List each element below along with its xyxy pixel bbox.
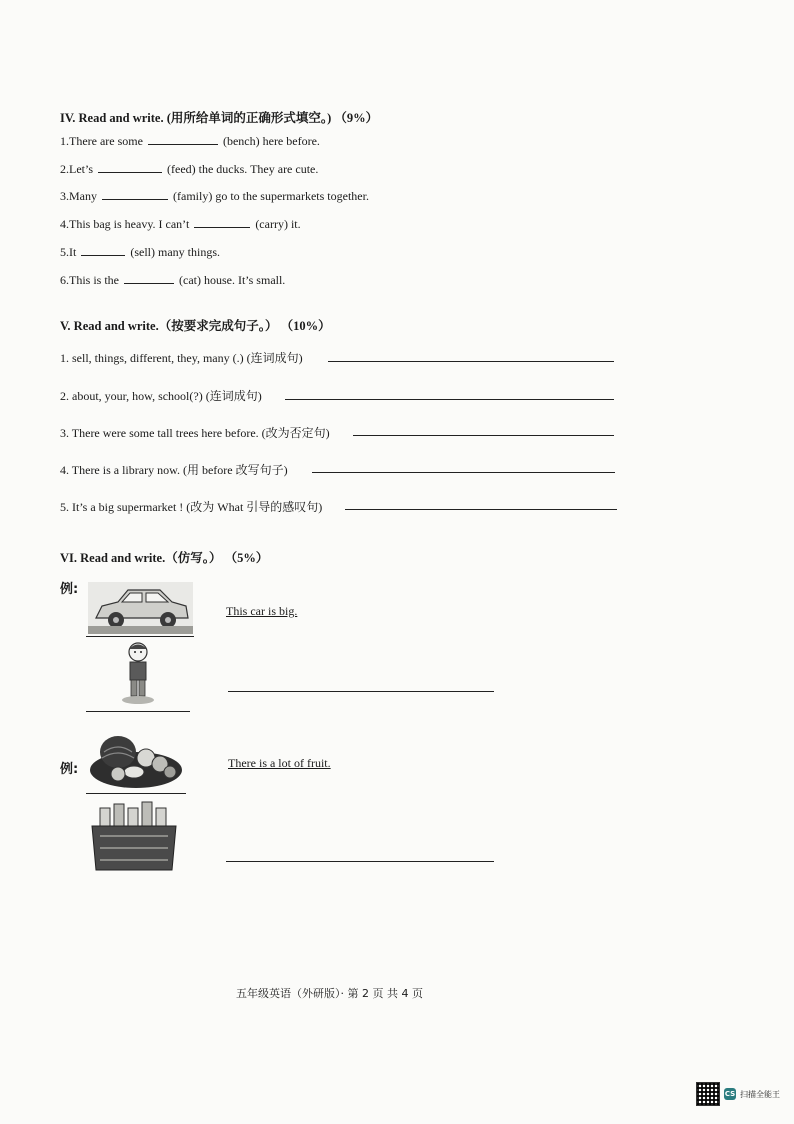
rewrite-item-1: 1. sell, things, different, they, many (.) (连词成句) — [60, 351, 303, 365]
fill-blank-4[interactable] — [194, 215, 250, 228]
rewrite-answer-line-5[interactable] — [345, 509, 617, 510]
fill-item-1-before: 1.There are some — [60, 134, 143, 148]
fill-item-3-before: 3.Many — [60, 189, 97, 203]
rewrite-item-4: 4. There is a library now. (用 before 改写句子) — [60, 463, 288, 477]
rewrite-item-3: 3. There were some tall trees here before. (改为否定句) — [60, 426, 330, 440]
section-4-heading: IV. Read and write. (用所给单词的正确形式填空。) （9%） — [60, 111, 379, 125]
rewrite-answer-line-1[interactable] — [328, 361, 614, 362]
fruit-picture — [88, 732, 184, 790]
imitate-answer-line-1[interactable] — [228, 691, 494, 692]
qr-code-icon — [696, 1082, 720, 1106]
example-sentence-2: There is a lot of fruit. — [228, 756, 331, 770]
car-picture — [88, 582, 193, 634]
fill-item-5 — [60, 243, 220, 260]
imitate-answer-line-2[interactable] — [226, 861, 494, 862]
fill-item-4-after: (carry) it. — [255, 217, 301, 231]
example-sentence-1: This car is big. — [226, 604, 298, 618]
fill-item-3-after: (family) go to the supermarkets together. — [173, 189, 369, 203]
fill-item-1 — [60, 132, 320, 149]
boy-picture — [118, 640, 158, 708]
fill-item-2 — [60, 160, 318, 177]
fill-blank-2[interactable] — [98, 160, 162, 173]
fill-item-6-after: (cat) house. It’s small. — [179, 273, 286, 287]
fill-item-6 — [60, 271, 285, 288]
car-picture-base — [86, 636, 194, 637]
fill-item-2-after: (feed) the ducks. They are cute. — [167, 162, 319, 176]
rewrite-answer-line-4[interactable] — [312, 472, 615, 473]
fill-item-2-before: 2.Let’s — [60, 162, 93, 176]
scanner-app-name: 扫描全能王 — [740, 1089, 780, 1099]
fruit-picture-base — [86, 793, 186, 794]
fill-item-6-before: 6.This is the — [60, 273, 119, 287]
example-label-2: 例: — [60, 762, 79, 777]
rewrite-item-2: 2. about, your, how, school(?) (连词成句) — [60, 389, 262, 403]
fill-blank-5[interactable] — [81, 243, 125, 256]
scanner-badge — [696, 1082, 780, 1106]
page-footer: 五年级英语（外研版）· 第 2 页 共 4 页 — [236, 987, 423, 1000]
section-6-heading: VI. Read and write.（仿写。） （5%） — [60, 551, 269, 565]
fill-item-5-after: (sell) many things. — [130, 245, 220, 259]
fill-blank-1[interactable] — [148, 132, 218, 145]
rewrite-answer-line-2[interactable] — [285, 399, 614, 400]
fill-blank-6[interactable] — [124, 271, 174, 284]
example-label-1: 例: — [60, 582, 79, 597]
fill-item-3 — [60, 187, 369, 204]
fill-blank-3[interactable] — [102, 187, 168, 200]
fill-item-4 — [60, 215, 301, 232]
rewrite-answer-line-3[interactable] — [353, 435, 614, 436]
rewrite-item-5: 5. It’s a big supermarket ! (改为 What 引导的感叹句) — [60, 500, 323, 514]
section-5-heading: V. Read and write.（按要求完成句子。） （10%） — [60, 319, 331, 333]
fill-item-1-after: (bench) here before. — [222, 134, 320, 148]
fill-item-5-before: 5.It — [60, 245, 77, 259]
boy-picture-base — [86, 711, 190, 712]
fill-item-4-before: 4.This bag is heavy. I can’t — [60, 217, 190, 231]
juice-box-picture — [88, 800, 180, 874]
camscanner-logo-icon: CS — [724, 1090, 736, 1098]
